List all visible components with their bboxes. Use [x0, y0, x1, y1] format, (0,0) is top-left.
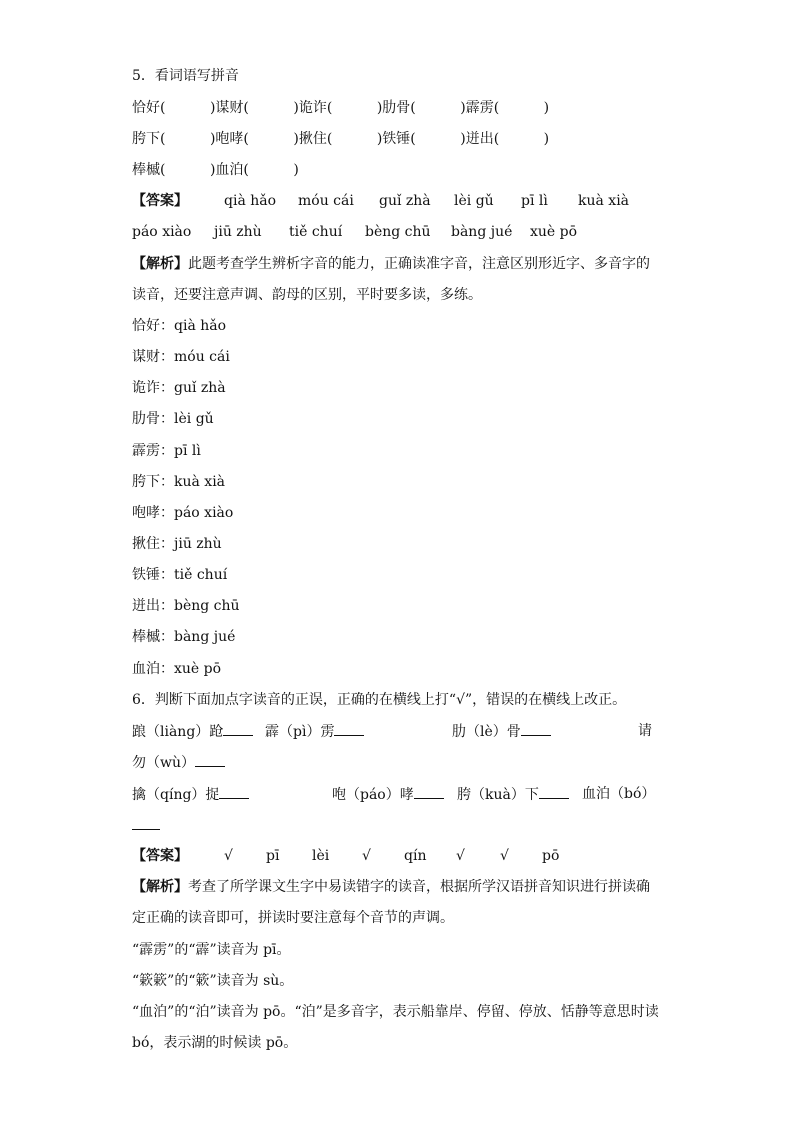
answer-item: bàng jué — [451, 224, 513, 240]
q5-row2: 胯下( )咆哮( )揪住( )铁锤( )迸出( ) — [132, 131, 550, 147]
answer-item: páo xiào — [132, 224, 192, 240]
q5-item: 血泊：xuè pō — [132, 661, 222, 677]
answer-blank — [334, 721, 364, 736]
q6-word: 胯（kuà）下 — [457, 787, 539, 803]
answer-blank — [132, 815, 160, 830]
q6-word: 勿（wù） — [132, 755, 195, 771]
answer-blank — [219, 784, 249, 799]
analysis-text: 考查了所学课文生字中易读错字的读音，根据所学汉语拼音知识进行拼读确 — [188, 879, 650, 895]
q5-item: 咆哮：páo xiào — [132, 505, 234, 521]
answer-item: qín — [404, 848, 427, 864]
answer-blank — [521, 721, 551, 736]
answer-item: pī lì — [521, 193, 548, 209]
answer-item: pō — [542, 848, 560, 864]
q6-analysis-line2: 定正确的读音即可，拼读时要注意每个音节的声调。 — [132, 910, 454, 926]
q6-word: 请 — [638, 723, 652, 739]
q6-note: bó，表示湖的时候读 pō。 — [132, 1035, 298, 1051]
answer-item: √ — [224, 848, 233, 864]
answer-item: tiě chuí — [289, 224, 343, 240]
q5-item: 霹雳：pī lì — [132, 443, 201, 459]
answer-item: jiū zhù — [214, 224, 262, 240]
answer-blank — [195, 752, 225, 767]
q6-word: 擒（qíng）捉 — [132, 787, 220, 803]
answer-label: 【答案】 — [132, 193, 188, 209]
q5-analysis-line1 — [132, 254, 650, 274]
answer-item: bèng chū — [365, 224, 431, 240]
answer-item: guǐ zhà — [379, 193, 431, 209]
answer-blank — [414, 784, 444, 799]
answer-item: xuè pō — [530, 224, 578, 240]
answer-item: √ — [362, 848, 371, 864]
q6-word: 咆（páo）哮 — [332, 787, 414, 803]
answer-item: lèi gǔ — [454, 193, 494, 209]
q5-item: 肋骨：lèi gǔ — [132, 411, 214, 427]
answer-item: √ — [500, 848, 509, 864]
q5-item: 迸出：bèng chū — [132, 598, 240, 614]
answer-item: kuà xià — [578, 193, 630, 209]
q5-row1: 恰好( )谋财( )诡诈( )肋骨( )霹雳( ) — [132, 100, 550, 116]
q6-title: 6．判断下面加点字读音的正误，正确的在横线上打“√”，错误的在横线上改正。 — [132, 692, 627, 708]
answer-blank — [539, 784, 569, 799]
q6-note: “血泊”的“泊”读音为 pō。“泊”是多音字，表示船靠岸、停留、停放、恬静等意思时读 — [132, 1004, 659, 1020]
analysis-label: 【解析】 — [132, 879, 188, 895]
q5-item: 恰好：qià hǎo — [132, 318, 227, 334]
q6-word: 霹（pì）雳 — [265, 724, 335, 740]
q5-row3: 棒槭( )血泊( ) — [132, 162, 299, 178]
analysis-text: 此题考查学生辨析字音的能力，正确读准字音，注意区别形近字、多音字的 — [188, 256, 650, 272]
answer-item: pī — [266, 848, 280, 864]
q5-item: 揪住：jiū zhù — [132, 536, 222, 552]
q6-note: “簌簌”的“簌”读音为 sù。 — [132, 973, 294, 989]
q6-word: 肋（lè）骨 — [452, 724, 521, 740]
answer-item: móu cái — [298, 193, 354, 209]
q5-item: 诡诈：guǐ zhà — [132, 380, 226, 396]
q5-analysis-line2: 读音，还要注意声调、韵母的区别，平时要多读，多练。 — [132, 287, 482, 303]
q5-item: 铁锤：tiě chuí — [132, 567, 228, 583]
q5-title: 5．看词语写拼音 — [132, 68, 239, 84]
answer-item: √ — [456, 848, 465, 864]
q5-item: 谋财：móu cái — [132, 349, 230, 365]
answer-blank — [223, 721, 253, 736]
answer-item: qià hǎo — [224, 193, 277, 209]
q6-analysis-line1 — [132, 877, 650, 897]
analysis-label: 【解析】 — [132, 256, 188, 272]
q6-word: 血泊（bó） — [582, 786, 656, 802]
answer-item: lèi — [312, 848, 330, 864]
q5-item: 胯下：kuà xià — [132, 474, 226, 490]
answer-label: 【答案】 — [132, 848, 188, 864]
q6-note: “霹雳”的“霹”读音为 pī。 — [132, 942, 291, 958]
q5-item: 棒槭：bàng jué — [132, 629, 236, 645]
q6-word: 踉（liàng）跄 — [132, 724, 224, 740]
